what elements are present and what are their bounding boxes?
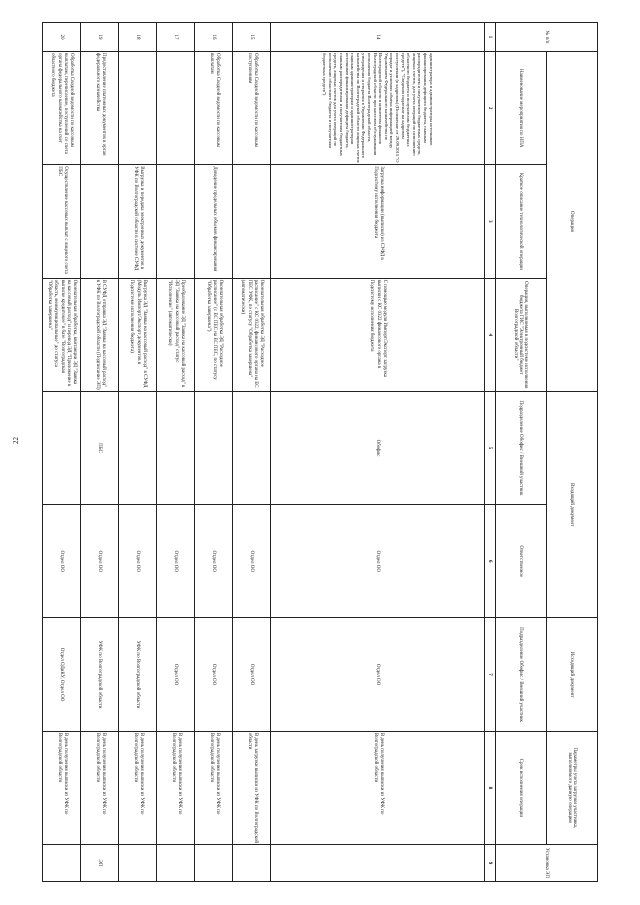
responsible-cell: Отдел ОО [43, 505, 81, 618]
input-unit-cell [43, 391, 81, 504]
header-parameters: Параметры учета загрузки участника, выполняемого данную операцию [547, 731, 598, 844]
header-number: № п/п [496, 23, 598, 52]
system-operation-cell: Окончательная обработка ЭД "Расходное расписание" с КС 0322, финансового органа на ЕС ПЕС УФК, по статусу "Обработка завершена" (автоматически) [233, 278, 271, 391]
signature-cell [157, 845, 195, 882]
output-unit-cell: Отдел ОО [195, 618, 233, 731]
column-number: 2 [485, 52, 496, 165]
operation-description-cell: Загрузка информации (выписки) из СУФД в Подсистему исполнения бюджета [271, 165, 485, 278]
output-unit-cell: Отдел ОО [233, 618, 271, 731]
column-number: 5 [485, 391, 496, 504]
input-unit-cell [119, 391, 157, 504]
system-operation-cell: Выгрузка ЭД "Заявка на кассовый расход" в СУФД (Модуль Импорт/Экспорт документов в Подсистеме исполнения бюджета) [119, 278, 157, 391]
deadline-cell: В день получения выписки из УФК по Волгоградской области [157, 731, 195, 844]
row-number: 20 [43, 23, 81, 52]
deadline-cell: В день получения выписки из УФК по Волгоградской области [43, 731, 81, 844]
operations-table [42, 22, 598, 882]
responsible-cell: Отдел ОО [157, 505, 195, 618]
page-number: 22 [12, 437, 20, 444]
output-unit-cell: УФК по Волгоградской области [119, 618, 157, 731]
activity-name-cell: Обработка Сводной ведомости по кассовым поступлениям [233, 52, 271, 165]
document-sheet [42, 22, 598, 882]
responsible-cell: Отдел ОО [195, 505, 233, 618]
table-row [43, 23, 81, 882]
signature-cell [271, 845, 485, 882]
operation-description-cell [81, 165, 119, 278]
deadline-cell: В день получения выписки из УФК по Волгоградской области [119, 731, 157, 844]
column-number-row [485, 23, 496, 882]
table-row [157, 23, 195, 882]
header-col-6: Ответственное [496, 505, 547, 618]
responsible-cell: Отдел ОО [81, 505, 119, 618]
column-number: 3 [485, 165, 496, 278]
responsible-cell: Отдел ОО [233, 505, 271, 618]
table-row [271, 23, 485, 882]
operation-description-cell: Осуществление кассовых выплат с лицевого счета ПБС [43, 165, 81, 278]
responsible-cell: Отдел ОО [119, 505, 157, 618]
header-operations: Операция [547, 52, 598, 392]
signature-cell: ЭП [81, 845, 119, 882]
row-number: 17 [157, 23, 195, 52]
header-col-4: Операция, выполняемая в подсистеме исполнения бюджета ГИС "Электронный бюджет Волгоградской области" [496, 278, 547, 391]
table-group-header-row [547, 23, 598, 882]
output-unit-cell: УФК по Волгоградской области [81, 618, 119, 731]
system-operation-cell: В СУФД отправка ЭД "Заявка на кассовый расход" в УФК по Волгоградской области (Подписание ЭП) [81, 278, 119, 391]
system-operation-cell: Окончательная обработка ЭД "Расходное расписание" (с ЕС ПЕС на ЕС ПЕС, по статусу "Обработка завершена") [195, 278, 233, 391]
table-row [119, 23, 157, 882]
header-col-7: Подразделение Обофис / Внешний участник [496, 618, 547, 731]
activity-name-cell: Предоставление платежных документов в орган федерального казначейства [81, 52, 119, 165]
column-number: 4 [485, 278, 496, 391]
deadline-cell: В день получения выписки из УФК по Волгоградской области [195, 731, 233, 844]
input-unit-cell [195, 391, 233, 504]
header-col-5: Подразделение Обофис / Внешний участник [496, 391, 547, 504]
signature-cell [43, 845, 81, 882]
column-number: 6 [485, 505, 496, 618]
column-number: 7 [485, 618, 496, 731]
column-number: 1 [485, 23, 496, 52]
input-unit-cell [157, 391, 195, 504]
operation-description-cell [233, 165, 271, 278]
input-unit-cell [233, 391, 271, 504]
signature-cell [119, 845, 157, 882]
system-operation-cell: С помощью модуля Импорт/Экспорт загрузка выписки с КС 0322 финансового органа в Подсистему исполнения бюджета [271, 278, 485, 391]
row-number: 19 [81, 23, 119, 52]
deadline-cell: В день получения выписки из УФК по Волгоградской области [271, 731, 485, 844]
column-number: 9 [485, 845, 496, 882]
row-number: 18 [119, 23, 157, 52]
header-col-2: Наименование мероприятия по НПА [496, 52, 547, 165]
output-unit-cell: Отдел ОО [157, 618, 195, 731]
activity-name-cell: Обработка Сводной ведомости по кассовым выплатам [195, 52, 233, 165]
operation-description-cell [157, 165, 195, 278]
system-operation-cell: Преобразование ЭД "Заявка на кассовый расход" в ЭД "Заявка на кассовый расход" статус "Исполнение" (автоматически) [157, 278, 195, 391]
input-unit-cell: Обофис [271, 391, 485, 504]
row-number: 14 [271, 23, 485, 52]
responsible-cell: Отдел ОО [271, 505, 485, 618]
operation-description-cell: Выгрузка и передача электронных документов в УФК по Волгоградской области в системе СУФД [119, 165, 157, 278]
table-row [233, 23, 271, 882]
signature-cell [233, 845, 271, 882]
input-unit-cell: ПБС [81, 391, 119, 504]
activity-name-cell [157, 52, 195, 165]
header-input-document: Входящий документ [547, 391, 598, 618]
signature-cell [195, 845, 233, 882]
row-number: 16 [195, 23, 233, 52]
header-col-3: Краткое описание технологической операции [496, 165, 547, 278]
activity-name-cell: администратора и администраторы источников финансирования дефицита бюджета, главным распорядителем и получателем бюджетных средств, лицевых счетов, для учета операций по исполнению областного бюджета и получателям бюджетных средств"), "Сведения подлежат на кадровом поступлении (в кадровом) (Положение от 29.09.2015 "О порядке и условиях обмена информацией между Управлением Федерального казначейства по Волгоградской области и комитетом финансов Волгоградской области при кассовом обслуживании исполнения бюджета Волгоградской области, утверждения и открытия в Управлении Федерального казначейства по Волгоградской области лицевых счетов главным администраторам и администраторам источников финансирования дефицита бюджета, главным распорядителям и получателям бюджетных средств, лицевых счетов для учета операций по исполнению областного бюджета и получателям бюджетных средств") [271, 52, 485, 165]
deadline-cell: В день загрузки выписки из УФК по Волгоградской области [233, 731, 271, 844]
header-setup-signature: Установка ЭП [496, 845, 598, 882]
table-column-header-row [496, 23, 547, 882]
table-row [81, 23, 119, 882]
table-row [195, 23, 233, 882]
output-unit-cell: Отдел ОДиКУ, Отдел ОО [43, 618, 81, 731]
activity-name-cell: Обработка Сводной ведомости по кассовым выплатам, перечисление, поступлений со счета органа федерального казначейства на счет областного бюджета [43, 52, 81, 165]
operation-description-cell: Доведение предельных объемов финансирования [195, 165, 233, 278]
activity-name-cell [119, 52, 157, 165]
header-output-document: Исходящий документ [547, 618, 598, 731]
column-number: 8 [485, 731, 496, 844]
system-operation-cell: Окончательная обработка, квитанции ЭД "Заявка на кассовый расход" и перевод ЭД "Приложение к выписке кредитовое" в базе "Волгоградская область, межмуниципальные" до статуса "Обработка завершена" [43, 278, 81, 391]
deadline-cell: В день получения выписки из УФК по Волгоградской области [81, 731, 119, 844]
output-unit-cell: Отдел ОО [271, 618, 485, 731]
row-number: 15 [233, 23, 271, 52]
header-col-8: Срок исполнения операции [496, 731, 547, 844]
